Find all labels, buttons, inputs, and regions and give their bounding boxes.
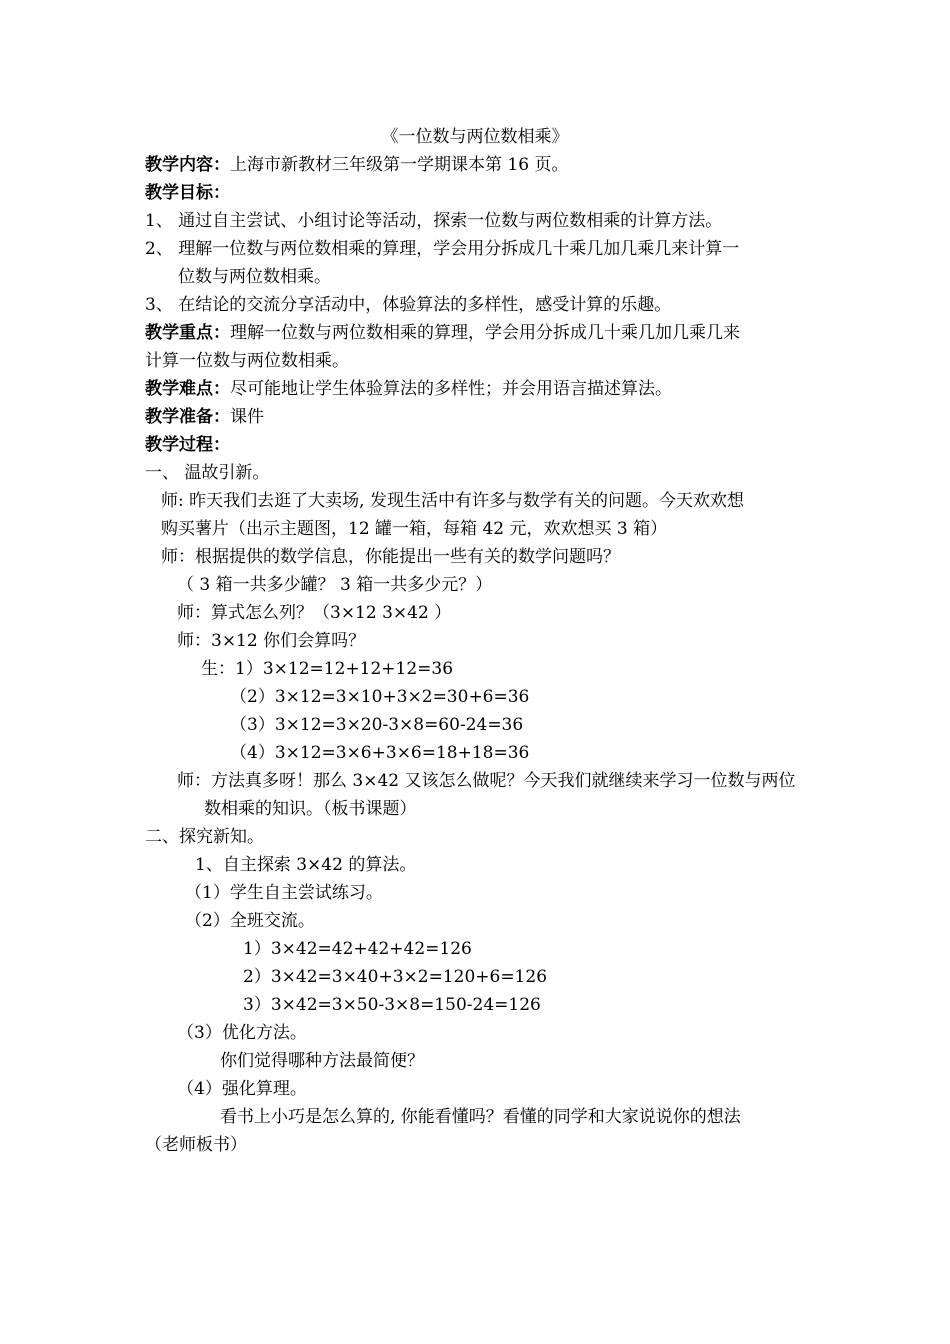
process-line-5: 师：算式怎么列？（3×12 3×42 ） bbox=[177, 603, 452, 623]
content-label: 教学内容： bbox=[145, 155, 230, 175]
difficulty-text: 尽可能地让学生体验算法的多样性；并会用语言描述算法。 bbox=[230, 379, 672, 399]
content-text: 上海市新教材三年级第一学期课本第 16 页。 bbox=[230, 155, 569, 175]
s2-line-10: 看书上小巧是怎么算的, 你能看懂吗？看懂的同学和大家说说你的想法 bbox=[220, 1107, 741, 1127]
process-line-8: （2）3×12=3×10+3×2=30+6=36 bbox=[230, 687, 530, 707]
process-line-7: 生：1）3×12=12+12+12=36 bbox=[201, 659, 454, 679]
key-point-label: 教学重点： bbox=[145, 323, 230, 343]
section-1-title: 一、 温故引新。 bbox=[145, 463, 270, 483]
page-title: 《一位数与两位数相乘》 bbox=[381, 127, 569, 147]
preparation-label: 教学准备： bbox=[145, 407, 230, 427]
goal-item-2-cont: 位数与两位数相乘。 bbox=[178, 267, 331, 287]
process-line-12: 数相乘的知识。（板书课题） bbox=[204, 799, 417, 819]
key-point-text-cont: 计算一位数与两位数相乘。 bbox=[145, 351, 349, 371]
process-line-4: （ 3 箱一共多少罐？ 3 箱一共多少元？） bbox=[177, 575, 493, 595]
key-point-line bbox=[145, 322, 740, 344]
s2-line-11: （老师板书） bbox=[145, 1135, 247, 1155]
s2-line-5: 2）3×42=3×40+3×2=120+6=126 bbox=[243, 967, 548, 987]
process-line-3: 师：根据提供的数学信息，你能提出一些有关的数学问题吗？ bbox=[161, 547, 620, 567]
preparation-text: 课件 bbox=[230, 407, 264, 427]
s2-line-7: （3）优化方法。 bbox=[177, 1023, 307, 1043]
process-line-6: 师：3×12 你们会算吗？ bbox=[177, 631, 366, 651]
s2-line-9: （4）强化算理。 bbox=[177, 1079, 307, 1099]
goal-item-2: 2、 理解一位数与两位数相乘的算理，学会用分拆成几十乘几加几乘几来计算一 bbox=[145, 239, 740, 259]
process-label: 教学过程： bbox=[145, 435, 230, 455]
s2-line-2: （1）学生自主尝试练习。 bbox=[185, 883, 383, 903]
s2-line-3: （2）全班交流。 bbox=[185, 911, 315, 931]
s2-line-4: 1）3×42=42+42+42=126 bbox=[243, 939, 472, 959]
section-2-title: 二、探究新知。 bbox=[145, 827, 264, 847]
difficulty-label: 教学难点： bbox=[145, 379, 230, 399]
process-line-1: 师: 昨天我们去逛了大卖场, 发现生活中有许多与数学有关的问题。今天欢欢想 bbox=[161, 491, 744, 511]
s2-line-1: 1、自主探索 3×42 的算法。 bbox=[195, 855, 417, 875]
difficulty-line bbox=[145, 378, 672, 400]
content-line bbox=[145, 154, 568, 176]
goals-label: 教学目标： bbox=[145, 183, 230, 203]
process-line-2: 购买薯片（出示主题图，12 罐一箱，每箱 42 元，欢欢想买 3 箱） bbox=[161, 519, 668, 539]
s2-line-6: 3）3×42=3×50-3×8=150-24=126 bbox=[243, 995, 541, 1015]
s2-line-8: 你们觉得哪种方法最简便？ bbox=[220, 1051, 424, 1071]
process-line-9: （3）3×12=3×20-3×8=60-24=36 bbox=[230, 715, 524, 735]
goal-item-1: 1、 通过自主尝试、小组讨论等活动，探索一位数与两位数相乘的计算方法。 bbox=[145, 211, 723, 231]
process-line-10: （4）3×12=3×6+3×6=18+18=36 bbox=[230, 743, 530, 763]
process-line-11: 师：方法真多呀！那么 3×42 又该怎么做呢？今天我们就继续来学习一位数与两位 bbox=[177, 771, 796, 791]
goal-item-3: 3、 在结论的交流分享活动中，体验算法的多样性，感受计算的乐趣。 bbox=[145, 295, 672, 315]
preparation-line bbox=[145, 406, 264, 428]
key-point-text: 理解一位数与两位数相乘的算理，学会用分拆成几十乘几加几乘几来 bbox=[230, 323, 740, 343]
